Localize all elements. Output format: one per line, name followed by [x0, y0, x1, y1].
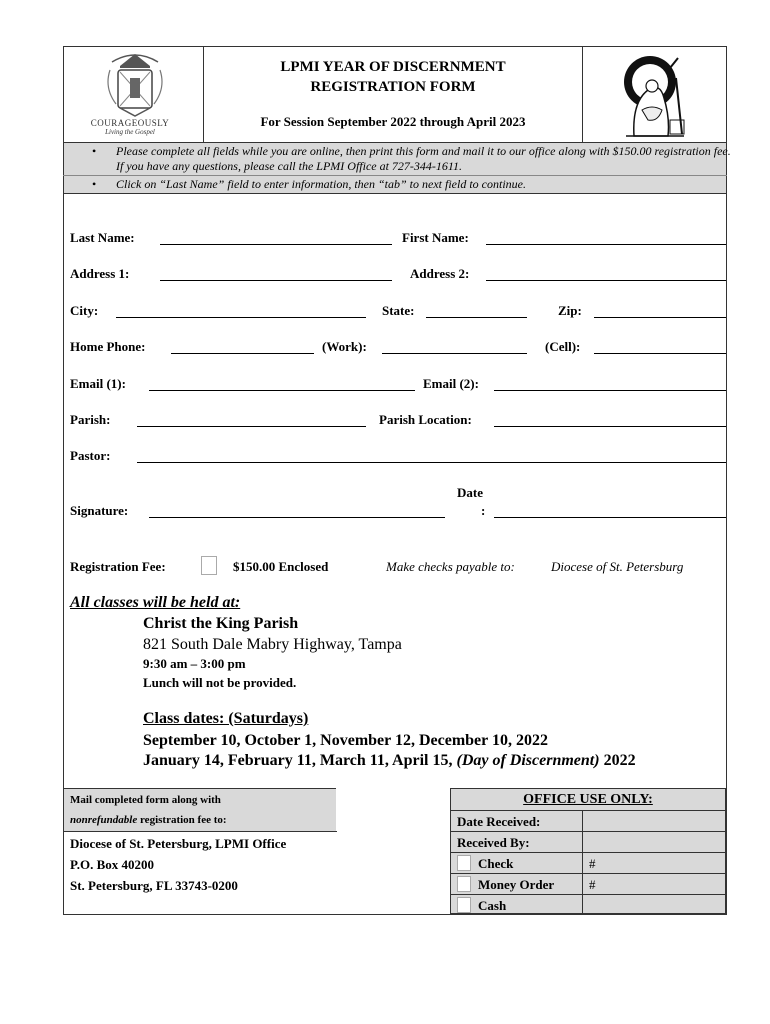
mail-box-rule: [63, 831, 337, 832]
cell-phone-label: (Cell):: [545, 339, 581, 354]
city-label: City:: [70, 303, 99, 318]
nativity-icon: [620, 48, 690, 140]
parish-field[interactable]: [137, 426, 366, 427]
date-label-colon: :: [481, 503, 486, 518]
form-title-line1: LPMI YEAR OF DISCERNMENT: [280, 59, 506, 75]
class-time: 9:30 am – 3:00 pm: [143, 656, 246, 671]
zip-field[interactable]: [594, 317, 726, 318]
fee-enclosed-checkbox[interactable]: [201, 556, 217, 575]
lunch-note: Lunch will not be provided.: [143, 675, 297, 690]
logo-caption: COURAGEOUSLY: [90, 118, 170, 128]
office-row-rule: [450, 852, 726, 853]
city-field[interactable]: [116, 317, 366, 318]
mail-line2: [70, 814, 227, 826]
state-field[interactable]: [426, 317, 527, 318]
zip-label: Zip:: [558, 303, 582, 318]
office-row-rule: [450, 831, 726, 832]
parish-location-field[interactable]: [494, 426, 726, 427]
address2-label: Address 2:: [410, 266, 470, 281]
check-number-hash: #: [589, 856, 596, 871]
money-order-checkbox[interactable]: [457, 876, 471, 892]
office-column-divider: [582, 810, 583, 914]
class-dates-line2: [143, 752, 636, 770]
first-name-field[interactable]: [486, 244, 726, 245]
form-title-line2: REGISTRATION FORM: [310, 79, 476, 95]
office-row-rule: [450, 873, 726, 874]
email1-label: Email (1):: [70, 376, 126, 391]
mail-address-line1: Diocese of St. Petersburg, LPMI Office: [70, 836, 287, 851]
payable-to: Diocese of St. Petersburg: [551, 559, 684, 574]
venue-name: Christ the King Parish: [143, 615, 299, 632]
session-dates: For Session September 2022 through April 2023: [260, 114, 526, 129]
instruction-bottom-rule: [63, 193, 727, 194]
header-divider-right: [582, 46, 583, 143]
holy-family-illustration: [620, 48, 690, 140]
date-field[interactable]: [494, 517, 726, 518]
signature-field[interactable]: [149, 517, 445, 518]
email2-field[interactable]: [494, 390, 726, 391]
mail-address-line2: P.O. Box 40200: [70, 857, 155, 872]
first-name-label: First Name:: [402, 230, 469, 245]
day-of-discernment: (Day of Discernment): [456, 752, 600, 769]
last-name-field[interactable]: [160, 244, 392, 245]
check-label: Check: [478, 856, 514, 871]
pastor-field[interactable]: [137, 462, 726, 463]
cell-phone-field[interactable]: [594, 353, 726, 354]
logo-subcaption: Living the Gospel: [105, 128, 155, 136]
pastor-label: Pastor:: [70, 448, 111, 463]
money-order-number-hash: #: [589, 877, 596, 892]
address1-field[interactable]: [160, 280, 392, 281]
class-dates-line1: September 10, October 1, November 12, December 10, 2022: [143, 732, 548, 749]
home-phone-field[interactable]: [171, 353, 314, 354]
parish-location-label: Parish Location:: [379, 412, 472, 427]
classes-heading: All classes will be held at:: [70, 594, 241, 611]
email1-field[interactable]: [149, 390, 415, 391]
received-by-label: Received By:: [457, 835, 530, 850]
date-label: Date: [457, 485, 483, 500]
nonrefundable: nonrefundable: [70, 814, 138, 826]
office-use-title: OFFICE USE ONLY:: [523, 792, 653, 807]
instruction-item-2: [64, 176, 726, 193]
bullet: •: [92, 177, 97, 191]
mail-line1: Mail completed form along with: [70, 794, 221, 806]
last-name-label: Last Name:: [70, 230, 135, 245]
address2-field[interactable]: [486, 280, 726, 281]
signature-label: Signature:: [70, 503, 129, 518]
registration-fee-label: Registration Fee:: [70, 559, 166, 574]
home-phone-label: Home Phone:: [70, 339, 146, 354]
class-dates-heading: Class dates: (Saturdays): [143, 710, 309, 727]
venue-address: 821 South Dale Mabry Highway, Tampa: [143, 636, 402, 653]
fee-amount: $150.00 Enclosed: [233, 559, 329, 574]
state-label: State:: [382, 303, 415, 318]
class-dates-line2-text: January 14, February 11, March 11, April 15,: [143, 752, 457, 769]
money-order-label: Money Order: [478, 877, 555, 892]
parish-label: Parish:: [70, 412, 111, 427]
payable-label: Make checks payable to:: [386, 559, 515, 574]
class-dates-year: 2022: [599, 752, 636, 769]
check-checkbox[interactable]: [457, 855, 471, 871]
mail-line2-text: registration fee to:: [137, 814, 227, 826]
cash-label: Cash: [478, 898, 507, 913]
work-phone-field[interactable]: [382, 353, 527, 354]
email2-label: Email (2):: [423, 376, 479, 391]
work-phone-label: (Work):: [322, 339, 367, 354]
address1-label: Address 1:: [70, 266, 130, 281]
instruction-text-2: Click on “Last Name” field to enter information, then “tab” to next field to continue.: [116, 177, 526, 191]
office-row-rule: [450, 810, 726, 811]
instruction-text-1: Please complete all fields while you are online, then print this form and mail it to our office along with $150.00 registration fee. If you have any questions, please call the LPMI Office at 727-344-1611.: [116, 144, 731, 173]
cash-checkbox[interactable]: [457, 897, 471, 913]
date-received-label: Date Received:: [457, 814, 541, 829]
mail-address-line3: St. Petersburg, FL 33743-0200: [70, 878, 238, 893]
office-row-rule: [450, 894, 726, 895]
instruction-item-1: [64, 143, 731, 175]
bullet: •: [92, 144, 97, 158]
